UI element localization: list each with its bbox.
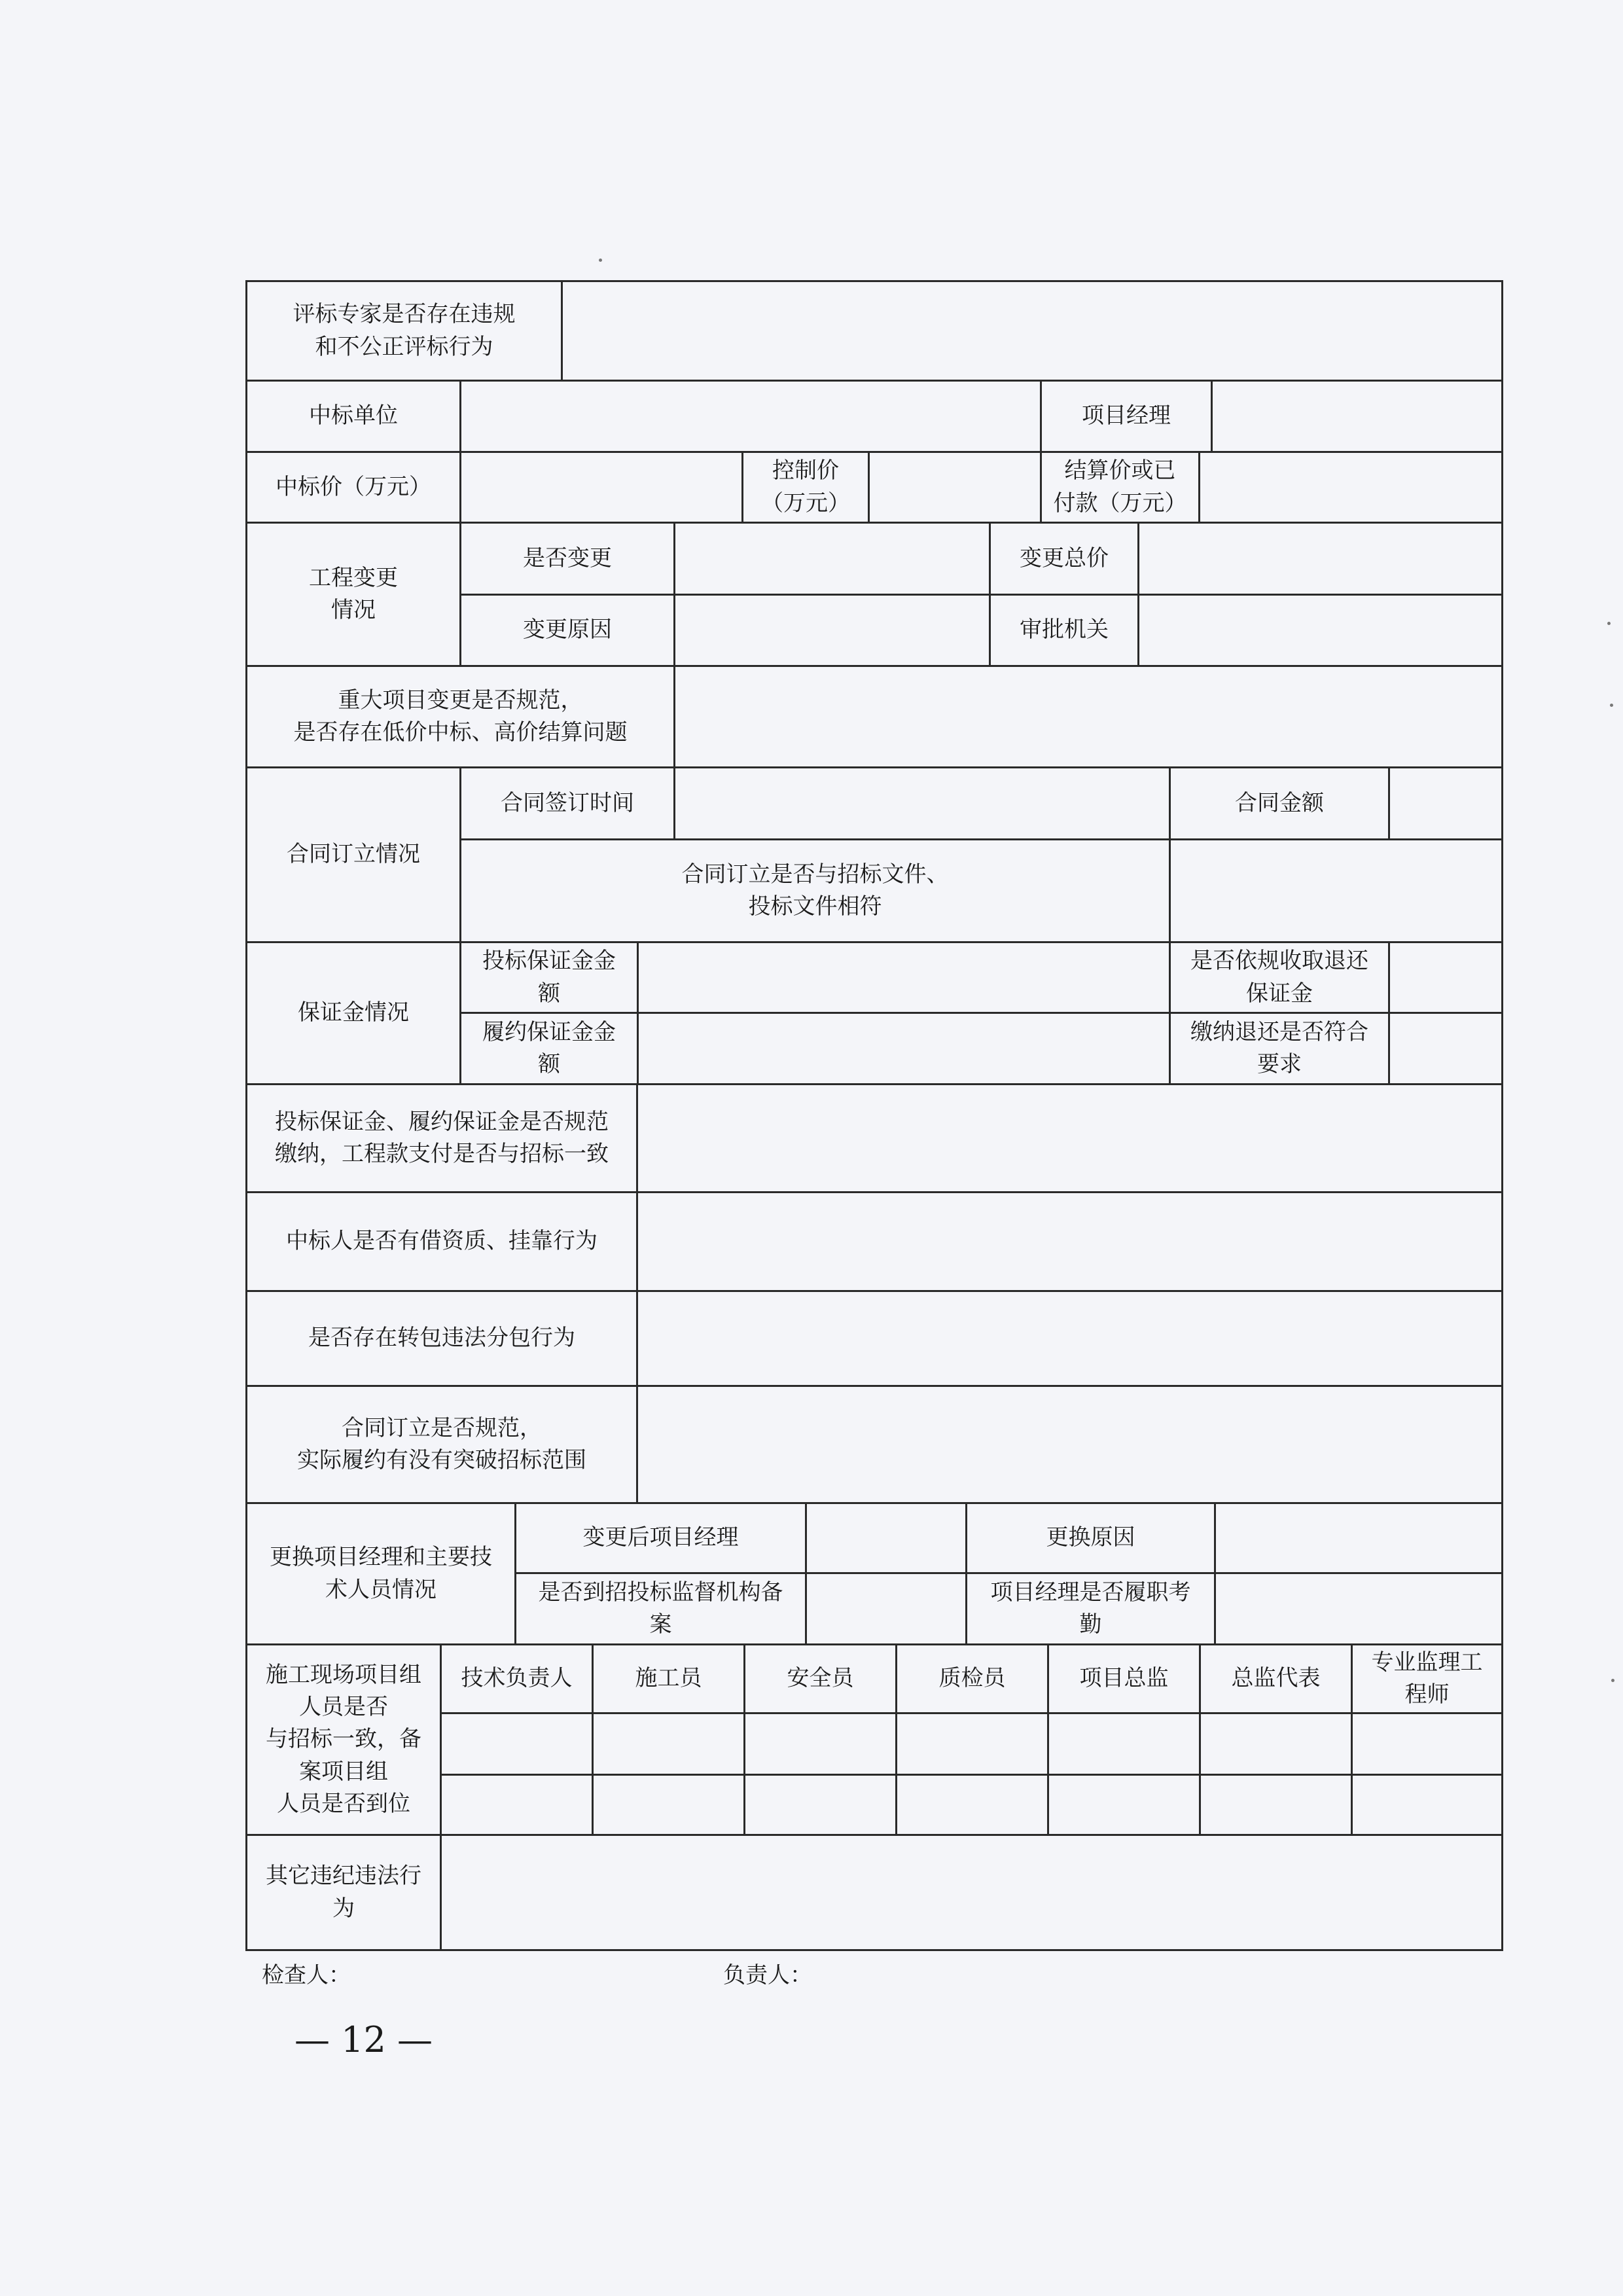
role-safety-officer: 安全员: [743, 1643, 897, 1714]
filing-value[interactable]: [805, 1572, 967, 1645]
contract-amount-value[interactable]: [1388, 766, 1503, 840]
role-technical-lead: 技术负责人: [440, 1643, 594, 1714]
deposit-payment-value[interactable]: [636, 1083, 1503, 1193]
expert-violation-label: 评标专家是否存在违规 和不公正评标行为: [245, 280, 563, 382]
team-cell[interactable]: [1047, 1712, 1201, 1776]
deposit-status-label: 保证金情况: [245, 941, 461, 1085]
team-cell[interactable]: [743, 1774, 897, 1836]
contract-amount-label: 合同金额: [1169, 766, 1390, 840]
scan-speck: [1607, 622, 1611, 625]
team-cell[interactable]: [895, 1712, 1049, 1776]
deposit-compliance-value[interactable]: [1388, 1012, 1503, 1085]
bid-deposit-label: 投标保证金金 额: [459, 941, 639, 1014]
site-team-label: 施工现场项目组 人员是否 与招标一致，备 案项目组 人员是否到位: [245, 1643, 442, 1836]
team-cell[interactable]: [895, 1774, 1049, 1836]
new-pm-value[interactable]: [805, 1502, 967, 1574]
page-number: — 12 —: [294, 2019, 433, 2060]
team-cell[interactable]: [1351, 1774, 1503, 1836]
role-chief-supervisor: 项目总监: [1047, 1643, 1201, 1714]
pm-attendance-label: 项目经理是否履职考 勤: [965, 1572, 1216, 1645]
pm-replacement-label: 更换项目经理和主要技 术人员情况: [245, 1502, 516, 1645]
team-cell[interactable]: [440, 1774, 594, 1836]
approval-authority-label: 审批机关: [989, 594, 1139, 667]
is-changed-value[interactable]: [673, 522, 991, 596]
scan-speck: [1611, 1679, 1614, 1682]
contract-sign-time-label: 合同签订时间: [459, 766, 675, 840]
expert-violation-value[interactable]: [561, 280, 1503, 382]
role-constructor: 施工员: [592, 1643, 745, 1714]
change-total-value[interactable]: [1137, 522, 1503, 596]
pm-attendance-value[interactable]: [1214, 1572, 1503, 1645]
inspection-form-table: [245, 280, 1503, 1951]
control-price-value[interactable]: [868, 451, 1042, 524]
engineering-change-label: 工程变更 情况: [245, 522, 461, 667]
other-violations-value[interactable]: [440, 1834, 1503, 1951]
contract-consistency-value[interactable]: [1169, 838, 1503, 943]
responsible-label: 负责人：: [723, 1962, 812, 1988]
winning-price-label: 中标价（万元）: [245, 451, 461, 524]
replacement-reason-label: 更换原因: [965, 1502, 1216, 1574]
contract-scope-value[interactable]: [636, 1385, 1503, 1504]
major-change-label: 重大项目变更是否规范， 是否存在低价中标、高价结算问题: [245, 665, 675, 768]
scan-speck: [1610, 704, 1613, 707]
other-violations-label: 其它违纪违法行 为: [245, 1834, 442, 1951]
inspector-label: 检查人：: [262, 1962, 351, 1988]
contract-consistency-label: 合同订立是否与招标文件、 投标文件相符: [459, 838, 1171, 943]
settlement-price-value[interactable]: [1198, 451, 1503, 524]
contract-sign-time-value[interactable]: [673, 766, 1171, 840]
major-change-value[interactable]: [673, 665, 1503, 768]
role-quality-inspector: 质检员: [895, 1643, 1049, 1714]
change-reason-value[interactable]: [673, 594, 991, 667]
performance-deposit-value[interactable]: [637, 1012, 1171, 1085]
bid-deposit-value[interactable]: [637, 941, 1171, 1014]
settlement-price-label: 结算价或已 付款（万元）: [1040, 451, 1200, 524]
project-manager-label: 项目经理: [1040, 380, 1213, 453]
subcontracting-value[interactable]: [636, 1290, 1503, 1387]
replacement-reason-value[interactable]: [1214, 1502, 1503, 1574]
change-total-label: 变更总价: [989, 522, 1139, 596]
performance-deposit-label: 履约保证金金 额: [459, 1012, 639, 1085]
team-cell[interactable]: [1199, 1774, 1353, 1836]
team-cell[interactable]: [592, 1712, 745, 1776]
qualification-borrowing-label: 中标人是否有借资质、挂靠行为: [245, 1191, 638, 1292]
team-cell[interactable]: [1047, 1774, 1201, 1836]
winning-bidder-label: 中标单位: [245, 380, 461, 453]
is-changed-label: 是否变更: [459, 522, 675, 596]
qualification-borrowing-value[interactable]: [636, 1191, 1503, 1292]
change-reason-label: 变更原因: [459, 594, 675, 667]
contract-scope-label: 合同订立是否规范， 实际履约有没有突破招标范围: [245, 1385, 638, 1504]
new-pm-label: 变更后项目经理: [514, 1502, 807, 1574]
deposit-refund-label: 是否依规收取退还 保证金: [1169, 941, 1390, 1014]
team-cell[interactable]: [440, 1712, 594, 1776]
team-cell[interactable]: [592, 1774, 745, 1836]
winning-bidder-value[interactable]: [459, 380, 1042, 453]
deposit-refund-value[interactable]: [1388, 941, 1503, 1014]
filing-label: 是否到招投标监督机构备 案: [514, 1572, 807, 1645]
deposit-compliance-label: 缴纳退还是否符合 要求: [1169, 1012, 1390, 1085]
subcontracting-label: 是否存在转包违法分包行为: [245, 1290, 638, 1387]
scan-speck: [599, 259, 602, 262]
role-supervisor-rep: 总监代表: [1199, 1643, 1353, 1714]
project-manager-value[interactable]: [1211, 380, 1503, 453]
team-cell[interactable]: [1351, 1712, 1503, 1776]
approval-authority-value[interactable]: [1137, 594, 1503, 667]
control-price-label: 控制价 （万元）: [741, 451, 870, 524]
winning-price-value[interactable]: [459, 451, 743, 524]
team-cell[interactable]: [1199, 1712, 1353, 1776]
role-specialist-engineer: 专业监理工 程师: [1351, 1643, 1503, 1714]
contract-status-label: 合同订立情况: [245, 766, 461, 943]
team-cell[interactable]: [743, 1712, 897, 1776]
deposit-payment-label: 投标保证金、履约保证金是否规范 缴纳，工程款支付是否与招标一致: [245, 1083, 638, 1193]
